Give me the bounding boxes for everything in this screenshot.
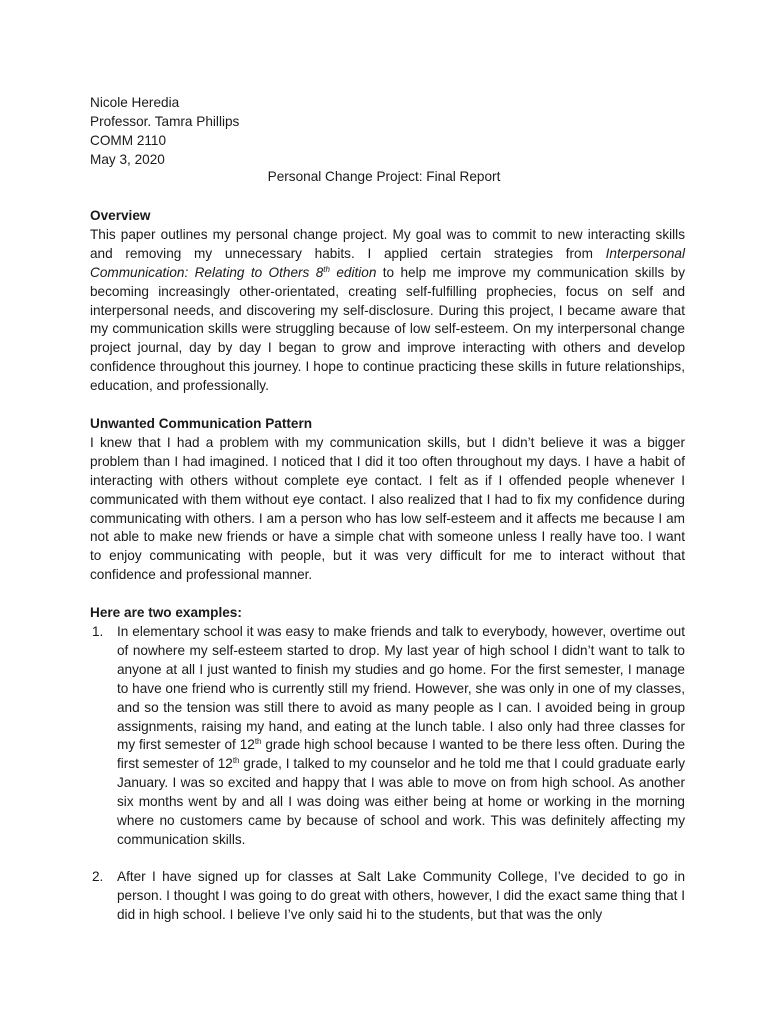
overview-heading: Overview [90, 208, 151, 223]
overview-section [90, 207, 685, 396]
header-block [90, 93, 685, 169]
list-item-number: 2. [92, 869, 104, 884]
document-title: Personal Change Project: Final Report [267, 169, 501, 184]
pattern-heading: Unwanted Communication Pattern [90, 416, 313, 431]
professor-name: Professor. Tamra Phillips [90, 114, 240, 129]
list-item: 1. In elementary school it was easy to make friends and talk to everybody, however, overtime out of nowhere my self-esteem started to drop. My last year of high school I didn’t want to talk to anyone at all I just wanted to finish my studies and go home. For the first semester, I manage to have one friend who is currently still my friend. However, she was only in one of my classes, and so the tension was still there to avoid as many people as I can. I avoided being in group assignments, raising my hand, and eating at the lunch table. I also only had three classes for my first semester of 12th grade high school because I wanted to be there less often. During the first semester of 12th grade, I talked to my counselor and he told me that I could graduate early January. I was so excited and happy that I was able to move on from high school. As another six months went by and all I was doing was either being at home or working in the morning where no customers came by because of school and work. This was definitely affecting my communication skills. [92, 624, 686, 847]
book-title: Interpersonal Communication: Relating to Others 8th edition [90, 245, 685, 280]
course-code: COMM 2110 [90, 133, 167, 148]
examples-list [90, 623, 685, 850]
list-item-number: 1. [92, 624, 104, 639]
examples-heading: Here are two examples: [90, 605, 242, 620]
overview-paragraph: This paper outlines my personal change project. My goal was to commit to new interacting skills and removing my unnecessary habits. I applied certain strategies from Interpersonal Communication: Relating to Others 8th edition to help me improve my communication skills by becoming increasingly other-orientated, creating self-fulfilling prophecies, focus on self and interpersonal needs, and discovering my self-disclosure. During this project, I became aware that my communication skills were struggling because of low self-esteem. On my interpersonal change project journal, day by day I began to grow and improve interacting with others and develop confidence throughout this journey. I hope to continue practicing these skills in future relationships, education, and professionally. [90, 226, 685, 394]
pattern-section [90, 415, 685, 585]
list-item: 2. After I have signed up for classes at Salt Lake Community College, I’ve decided to go in person. I thought I was going to do great with others, however, I did the exact same thing that I did in high school. I believe I’ve only said hi to the students, but that was the only [92, 869, 685, 922]
pattern-paragraph: I knew that I had a problem with my communication skills, but I didn’t believe it was a bigger problem than I had imagined. I noticed that I did it too often throughout my days. I have a habit of interacting with others without complete eye contact. I felt as if I offended people whenever I communicated with them without eye contact. I also realized that I had to fix my confidence during communicating with others. I am a person who has low self-esteem and it affects me because I am not able to make new friends or have a simple chat with someone unless I really have too. I want to enjoy communicating with people, but it was very difficult for me to interact without that confidence and professional manner. [90, 434, 685, 583]
examples-heading-block [90, 604, 685, 623]
examples-list-continued [90, 868, 685, 925]
report-date: May 3, 2020 [90, 152, 165, 167]
author-name: Nicole Heredia [90, 95, 180, 110]
